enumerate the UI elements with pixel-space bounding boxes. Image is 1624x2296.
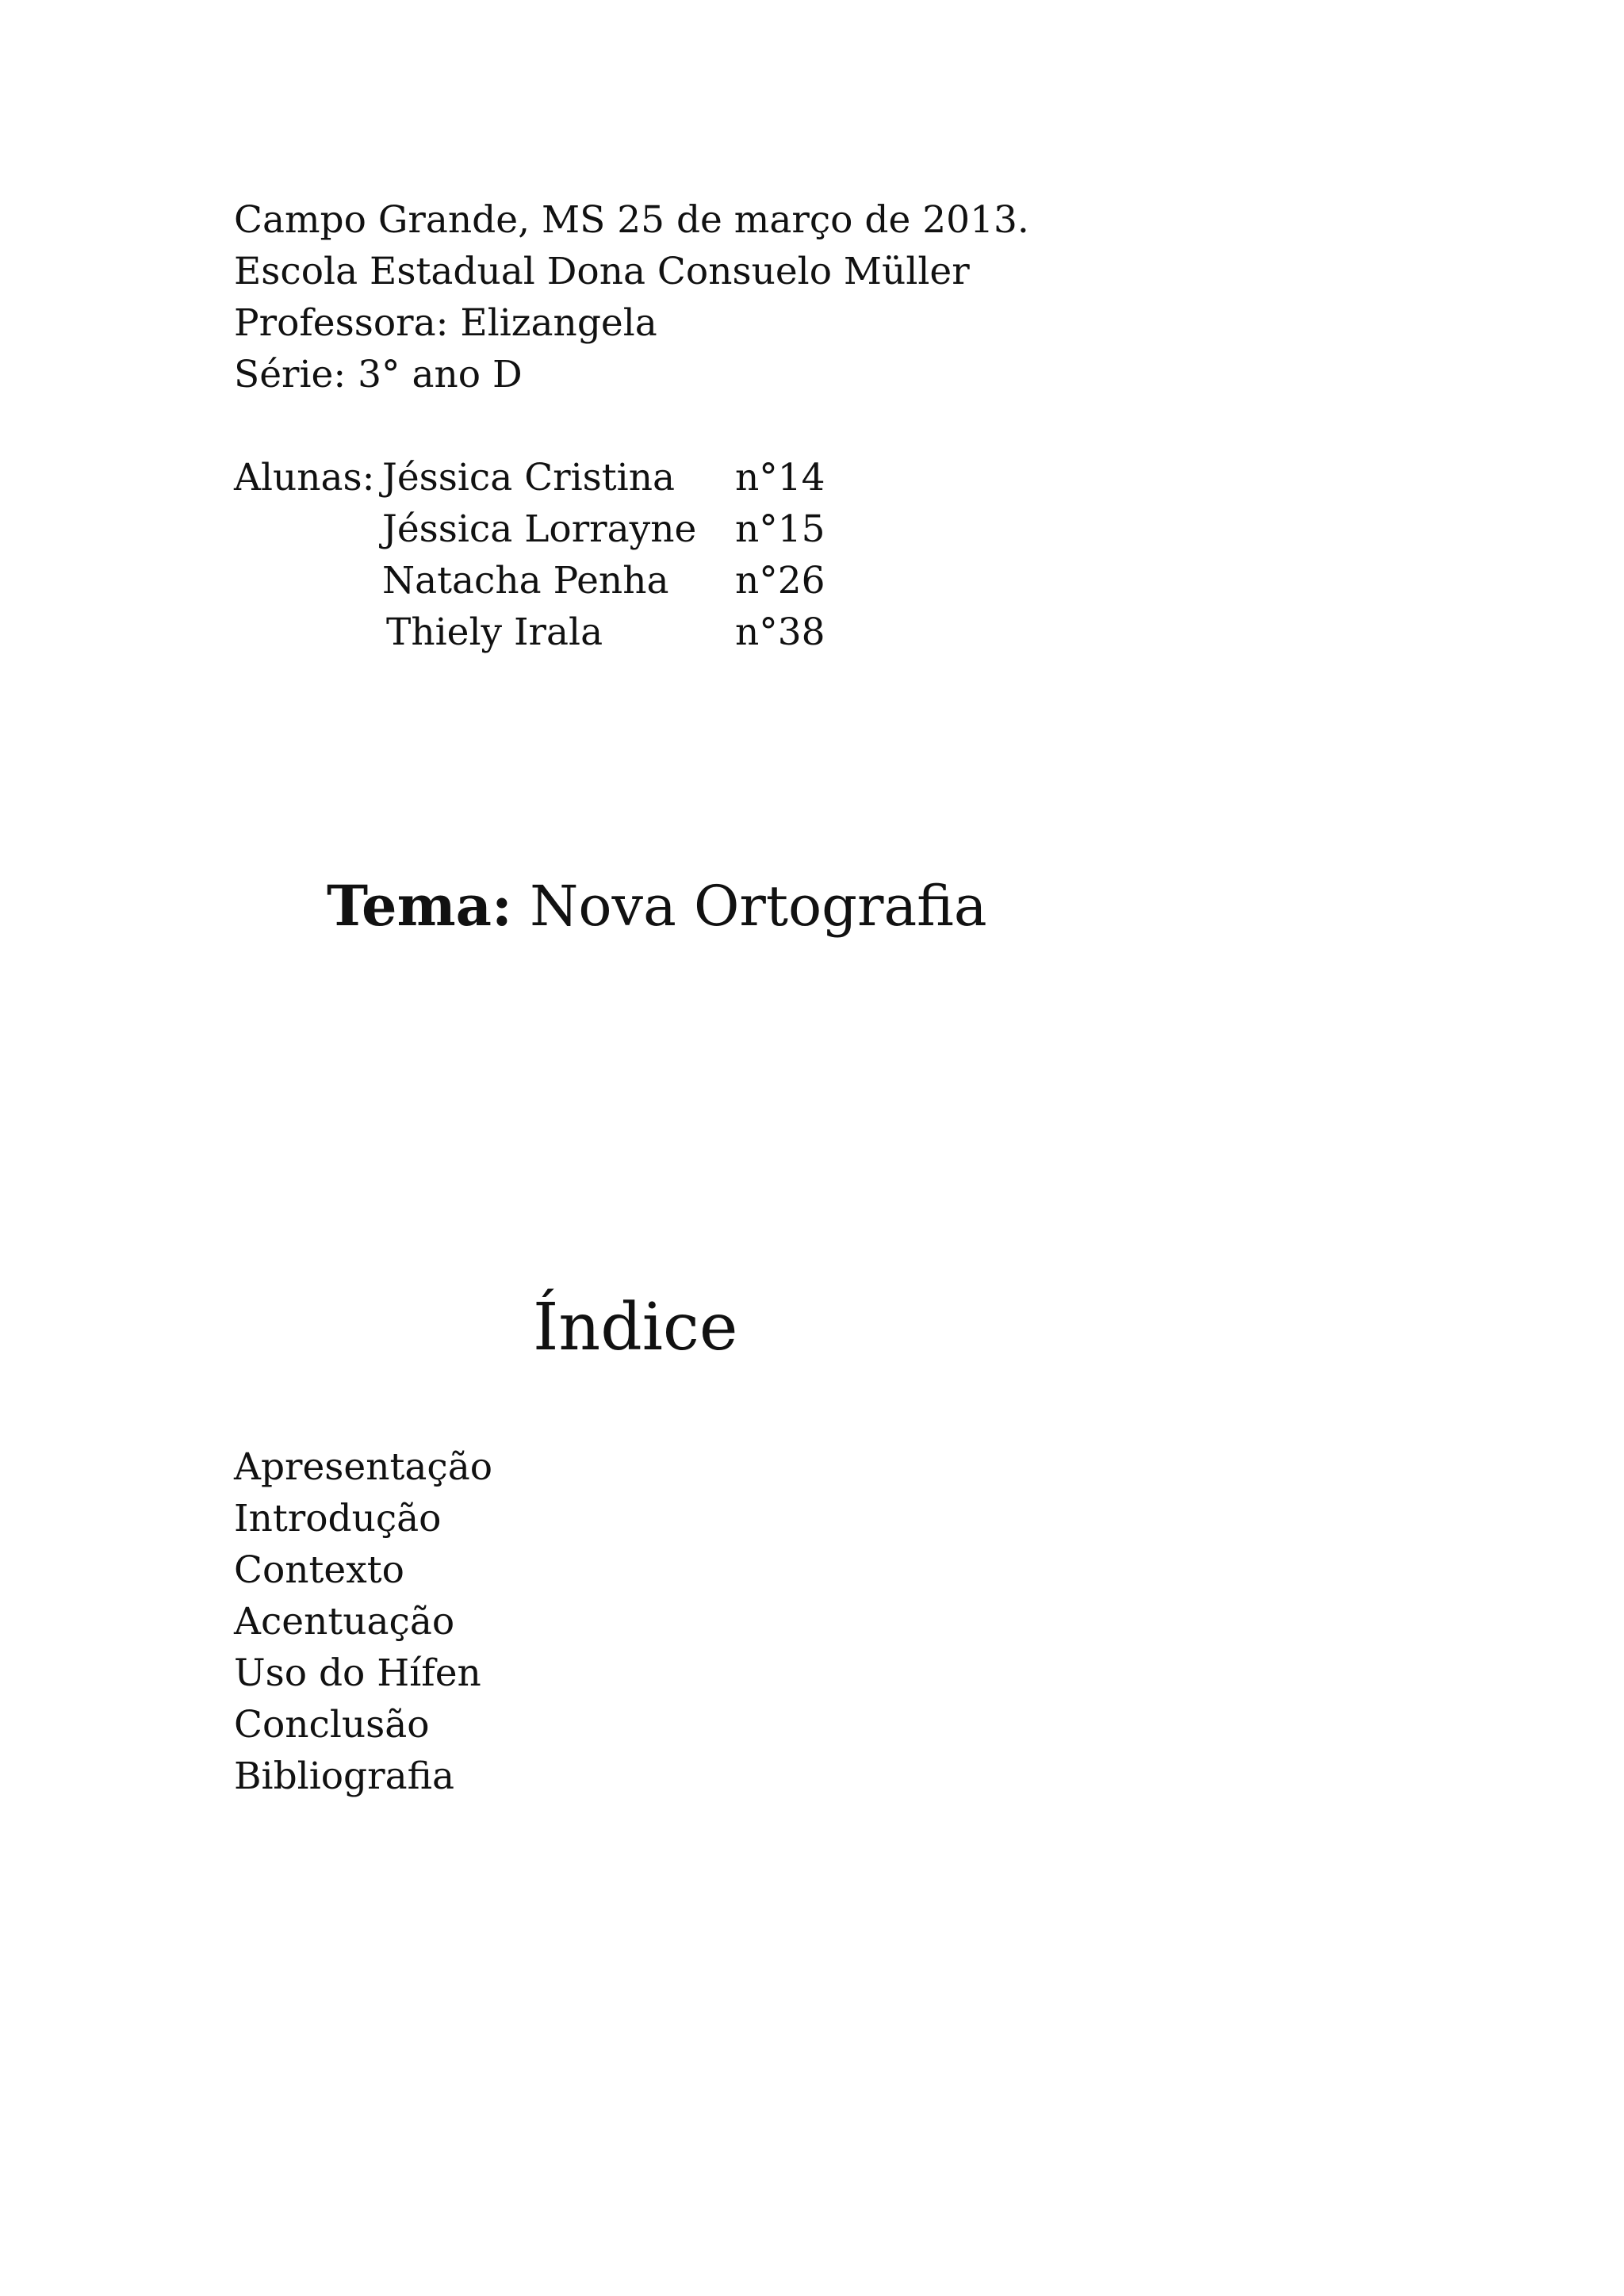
school-name: Escola Estadual Dona Consuelo Müller	[234, 250, 970, 293]
theme-heading	[327, 871, 987, 942]
students-label: Alunas:	[234, 456, 375, 499]
header-info	[234, 194, 1029, 400]
index-item: Contexto	[234, 1548, 404, 1592]
index-list	[234, 1441, 492, 1802]
student-name: Natacha Penha	[382, 559, 669, 603]
student-name: Jéssica Cristina	[382, 456, 676, 499]
index-title: Índice	[533, 1290, 738, 1365]
index-item: Acentuação	[234, 1600, 455, 1644]
student-row	[386, 607, 878, 658]
index-item: Uso do Hífen	[234, 1651, 481, 1695]
grade-line: Série: 3° ano D	[234, 353, 523, 396]
theme-label: Tema:	[327, 873, 512, 939]
teacher-name: Professora: Elizangela	[234, 301, 657, 345]
student-row	[382, 555, 874, 607]
index-item: Introdução	[234, 1497, 442, 1540]
index-item: Bibliografia	[234, 1755, 454, 1798]
date-line: Campo Grande, MS 25 de março de 2013.	[234, 198, 1029, 242]
theme-value: Nova Ortografia	[530, 874, 987, 939]
student-number: n°38	[735, 610, 825, 654]
index-item: Apresentação	[234, 1445, 493, 1489]
student-number: n°15	[735, 507, 825, 551]
student-number: n°14	[735, 456, 825, 499]
student-number: n°26	[735, 559, 825, 603]
student-row	[382, 503, 874, 555]
student-name: Thiely Irala	[386, 610, 603, 654]
index-item: Conclusão	[234, 1703, 430, 1747]
student-row	[382, 452, 874, 503]
student-name: Jéssica Lorrayne	[382, 507, 697, 551]
